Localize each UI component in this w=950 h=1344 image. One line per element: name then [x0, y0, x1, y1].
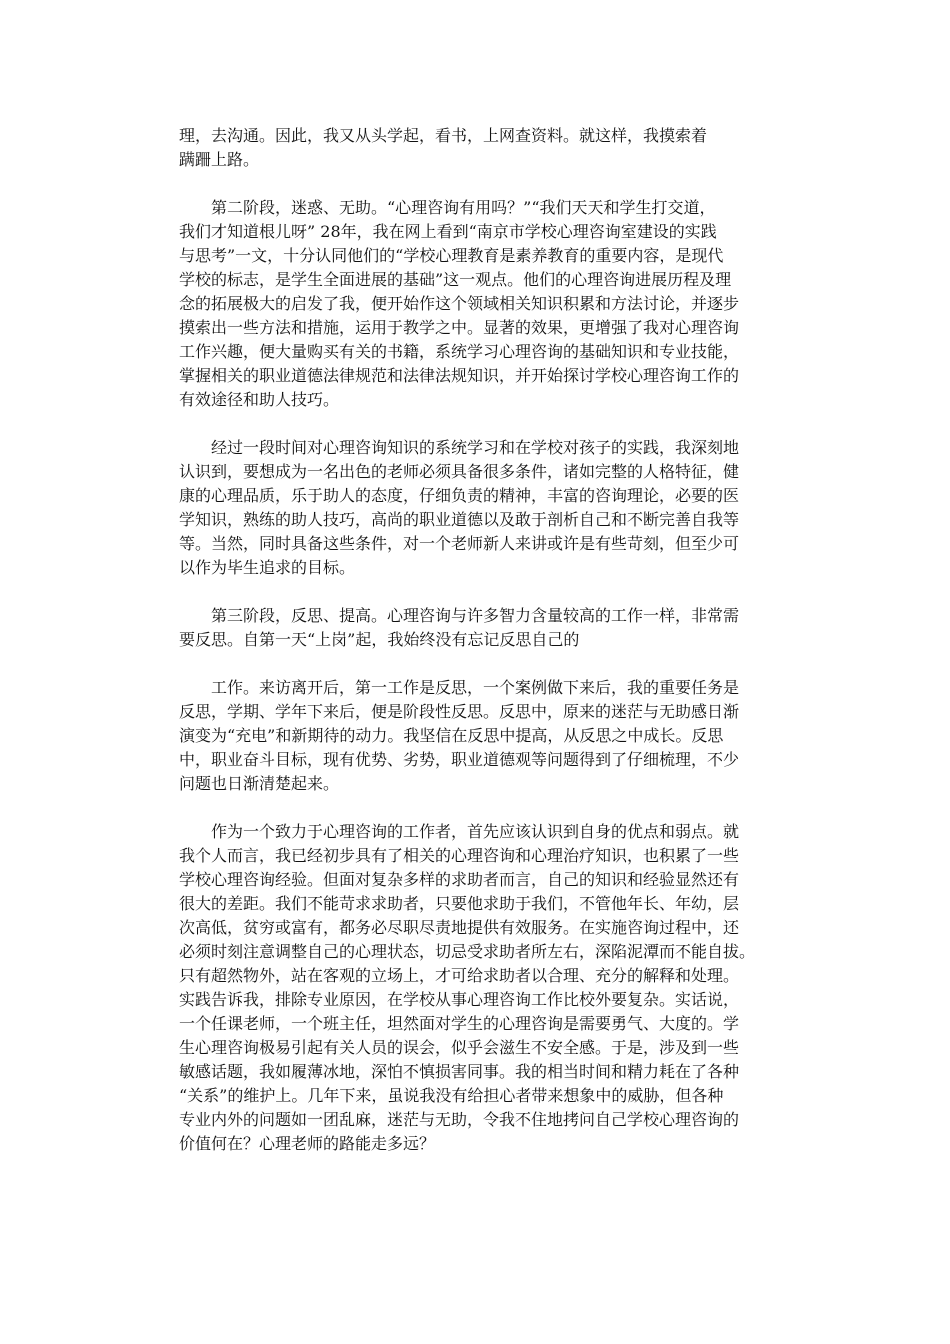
text-line: 专业内外的问题如一团乱麻，迷茫与无助，令我不住地拷问自己学校心理咨询的 — [179, 1110, 740, 1129]
text-line — [179, 604, 779, 628]
text-line-content: 工作。来访离开后，第一工作是反思，一个案例做下来后，我的重要任务是 — [211, 678, 740, 697]
text-line: 学知识，熟练的助人技巧，高尚的职业道德以及敢于剖析自己和不断完善自我等 — [179, 510, 740, 529]
text-line — [179, 196, 779, 220]
text-line: 敏感话题，我如履薄冰地，深怕不慎损害同事。我的相当时间和精力耗在了各种 — [179, 1062, 740, 1081]
paragraph-6 — [179, 820, 779, 1156]
text-line: 我们才知道根儿呀” 28年，我在网上看到“南京市学校心理咨询室建设的实践 — [179, 222, 717, 241]
text-line: 康的心理品质，乐于助人的态度，仔细负责的精神，丰富的咨询理论，必要的医 — [179, 486, 740, 505]
text-line — [179, 436, 779, 460]
paragraph-3 — [179, 436, 779, 580]
text-line: 问题也日渐清楚起来。 — [179, 774, 340, 793]
text-line: 生心理咨询极易引起有关人员的误会，似乎会滋生不安全感。于是，涉及到一些 — [179, 1038, 740, 1057]
text-line: 必须时刻注意调整自己的心理状态，切忌受求助者所左右，深陷泥潭而不能自拔。 — [179, 942, 756, 961]
paragraph-2 — [179, 196, 779, 412]
text-line: 等。当然，同时具备这些条件，对一个老师新人来讲或许是有些苛刻，但至少可 — [179, 534, 740, 553]
text-line: 演变为“充电”和新期待的动力。我坚信在反思中提高，从反思之中成长。反思 — [179, 726, 724, 745]
text-line: 工作兴趣，便大量购买有关的书籍，系统学习心理咨询的基础知识和专业技能， — [179, 342, 740, 361]
text-line: “关系”的维护上。几年下来，虽说我没有给担心者带来想象中的威胁，但各种 — [179, 1086, 724, 1105]
text-line: 理，去沟通。因此，我又从头学起，看书，上网查资料。就这样，我摸索着 — [179, 126, 708, 145]
text-line: 有效途径和助人技巧。 — [179, 390, 340, 409]
text-line-content: 第二阶段，迷惑、无助。“心理咨询有用吗？”“我们天天和学生打交道， — [211, 198, 716, 217]
text-line: 学校心理咨询经验。但面对复杂多样的求助者而言，自己的知识和经验显然还有 — [179, 870, 740, 889]
text-line: 以作为毕生追求的目标。 — [179, 558, 356, 577]
text-line: 认识到，要想成为一名出色的老师必须具备很多条件，诸如完整的人格特征，健 — [179, 462, 740, 481]
text-line: 实践告诉我，排除专业原因，在学校从事心理咨询工作比校外要复杂。实话说， — [179, 990, 740, 1009]
text-line — [179, 676, 779, 700]
text-line: 学校的标志，是学生全面进展的基础”这一观点。他们的心理咨询进展历程及理 — [179, 270, 732, 289]
text-line: 要反思。自第一天“上岗”起，我始终没有忘记反思自己的 — [179, 630, 580, 649]
text-line: 蹒跚上路。 — [179, 150, 260, 169]
text-line: 摸索出一些方法和措施，运用于教学之中。显著的效果，更增强了我对心理咨询 — [179, 318, 740, 337]
text-line — [179, 820, 779, 844]
text-line: 一个任课老师，一个班主任，坦然面对学生的心理咨询是需要勇气、大度的。学 — [179, 1014, 740, 1033]
paragraph-1 — [179, 124, 779, 172]
text-line: 只有超然物外，站在客观的立场上，才可给求助者以合理、充分的解释和处理。 — [179, 966, 740, 985]
text-line: 念的拓展极大的启发了我，便开始作这个领域相关知识积累和方法讨论，并逐步 — [179, 294, 740, 313]
paragraph-4 — [179, 604, 779, 652]
text-line: 我个人而言，我已经初步具有了相关的心理咨询和心理治疗知识，也积累了一些 — [179, 846, 740, 865]
text-line-content: 第三阶段，反思、提高。心理咨询与许多智力含量较高的工作一样，非常需 — [211, 606, 740, 625]
text-line: 中，职业奋斗目标，现有优势、劣势，职业道德观等问题得到了仔细梳理，不少 — [179, 750, 740, 769]
document-page — [179, 124, 779, 1180]
text-line-content: 作为一个致力于心理咨询的工作者，首先应该认识到自身的优点和弱点。就 — [211, 822, 740, 841]
text-line: 与思考”一文，十分认同他们的“学校心理教育是素养教育的重要内容，是现代 — [179, 246, 724, 265]
text-line: 次高低，贫穷或富有，都务必尽职尽责地提供有效服务。在实施咨询过程中，还 — [179, 918, 740, 937]
text-line: 价值何在？心理老师的路能走多远？ — [179, 1134, 436, 1153]
text-line: 很大的差距。我们不能苛求求助者，只要他求助于我们，不管他年长、年幼，层 — [179, 894, 740, 913]
text-line: 掌握相关的职业道德法律规范和法律法规知识，并开始探讨学校心理咨询工作的 — [179, 366, 740, 385]
text-line: 反思，学期、学年下来后，便是阶段性反思。反思中，原来的迷茫与无助感日渐 — [179, 702, 740, 721]
text-line-content: 经过一段时间对心理咨询知识的系统学习和在学校对孩子的实践，我深刻地 — [211, 438, 740, 457]
paragraph-5 — [179, 676, 779, 796]
